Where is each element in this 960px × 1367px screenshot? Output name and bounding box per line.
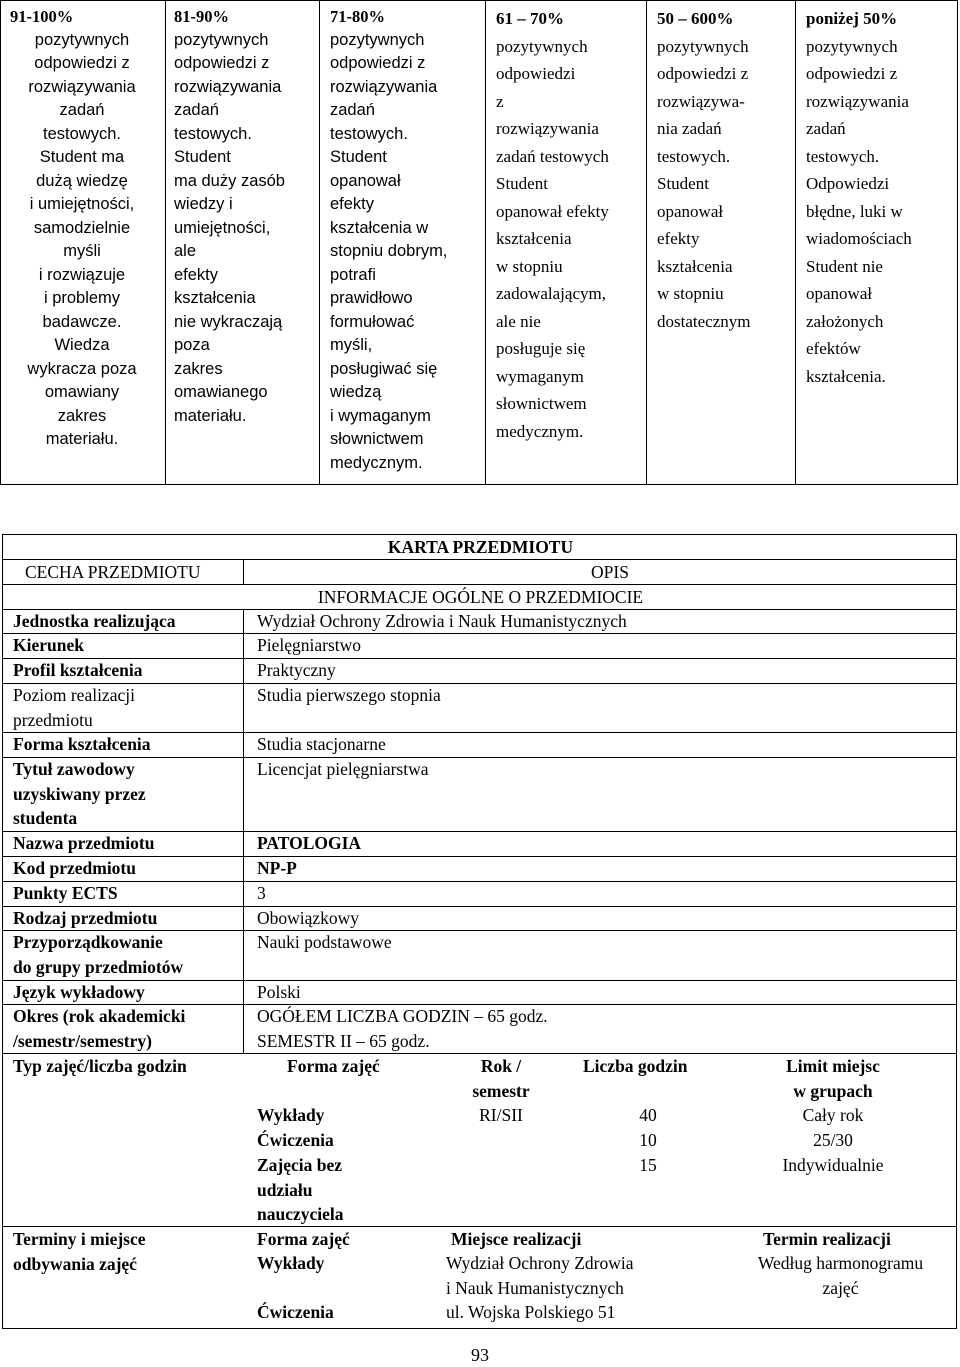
grade-line: zakres xyxy=(174,359,223,378)
grade-cell-61-70 xyxy=(486,1,647,485)
grade-heading: 71-80% xyxy=(330,7,385,26)
grade-line: nia zadań xyxy=(657,119,722,138)
grade-line: odpowiedzi z xyxy=(657,64,749,83)
grade-line: potrafi xyxy=(330,265,376,284)
grade-line: Student xyxy=(657,174,709,193)
grade-line: wiadomościach xyxy=(806,229,912,248)
grade-line: ma duży zasób xyxy=(174,171,285,190)
grade-description xyxy=(806,33,951,391)
grade-line: i rozwiązuje xyxy=(38,265,126,284)
grade-line: stopniu dobrym, xyxy=(330,242,448,260)
grade-description xyxy=(5,29,159,452)
grade-line: zadań xyxy=(59,101,105,119)
terms-header-place: Miejsce realizacji xyxy=(451,1229,582,1249)
row-label: Jednostka realizująca xyxy=(13,611,176,631)
grade-line: omawianego xyxy=(174,383,268,401)
row-value: Obowiązkowy xyxy=(257,908,360,928)
grade-cell-81-90 xyxy=(166,1,320,485)
row-value: PATOLOGIA xyxy=(257,833,362,853)
grade-line: rozwiązywania xyxy=(806,91,909,111)
grade-line: Student xyxy=(174,148,231,166)
row-label: Nazwa przedmiotu xyxy=(13,833,155,853)
grade-line: wykracza poza xyxy=(27,359,137,378)
course-card xyxy=(2,534,957,1329)
hours-header-limit: Limit miejsc w grupach xyxy=(786,1056,880,1101)
grade-line: dużą wiedzę xyxy=(36,171,128,190)
row-label: Kierunek xyxy=(13,635,84,655)
grade-line: i wymaganym xyxy=(330,406,431,425)
grade-line: testowych. xyxy=(174,124,252,143)
grade-line: odpowiedzi z xyxy=(330,54,426,72)
grade-heading: 81-90% xyxy=(174,7,229,26)
row-value: Licencjat pielęgniarstwa xyxy=(257,759,429,779)
grade-description xyxy=(174,29,313,429)
hours-count: 10 xyxy=(639,1130,657,1150)
grade-line: odpowiedzi z xyxy=(34,54,130,72)
grade-description xyxy=(496,33,640,446)
hours-limit: Indywidualnie xyxy=(782,1155,884,1175)
grade-line: poza xyxy=(174,336,210,354)
grade-line: zadań xyxy=(806,119,846,138)
grade-line: wiedzą xyxy=(330,383,382,401)
grade-line: słownictwem xyxy=(496,394,587,413)
grade-cell-50-60 xyxy=(647,1,796,485)
grade-heading: 50 – 600% xyxy=(657,9,734,28)
grade-line: medycznym. xyxy=(496,421,584,441)
grade-line: odpowiedzi z xyxy=(174,54,270,72)
grade-line: Student ma xyxy=(39,148,125,166)
grade-line: wymaganym xyxy=(496,366,584,386)
terms-date: Według harmonogramu zajęć xyxy=(757,1253,924,1298)
grade-line: opanował efekty xyxy=(496,201,609,221)
hours-count: 15 xyxy=(639,1155,657,1175)
grade-line: zadowalającym, xyxy=(496,284,606,303)
row-value: 3 xyxy=(257,883,266,903)
grade-line: w stopniu xyxy=(657,284,724,303)
terms-form-lectures: Wykłady xyxy=(257,1253,325,1273)
grade-line: wiedzy i xyxy=(174,195,233,213)
grading-scale-table xyxy=(0,0,958,485)
grade-line: pozytywnych xyxy=(34,30,130,49)
row-value: Wydział Ochrony Zdrowia i Nauk Humanistycznych xyxy=(257,611,627,631)
grade-line: w stopniu xyxy=(496,256,563,276)
grade-line: myśli xyxy=(63,242,101,260)
terms-form-exercises: Ćwiczenia xyxy=(257,1302,334,1322)
grade-line: Student xyxy=(330,148,387,166)
grade-line: opanował xyxy=(657,201,724,221)
grade-heading: 91-100% xyxy=(10,7,74,26)
grade-line: kształcenia xyxy=(657,256,733,276)
grade-line: odpowiedzi xyxy=(496,64,576,83)
hours-limit: 25/30 xyxy=(813,1130,853,1150)
hours-header-year: Rok / semestr xyxy=(472,1056,530,1101)
row-value: Praktyczny xyxy=(257,660,336,680)
grade-line: efektów xyxy=(806,339,861,358)
grade-line: medycznym. xyxy=(330,453,423,472)
grade-line: posługuje się xyxy=(496,339,586,358)
grade-line: materiału. xyxy=(45,430,119,448)
grade-line: badawcze. xyxy=(42,312,122,331)
row-label: Przyporządkowanie do grupy przedmiotów xyxy=(13,932,184,977)
grade-line: umiejętności, xyxy=(174,218,271,237)
grade-line: błędne, luki w xyxy=(806,201,903,221)
hours-header-form: Forma zajęć xyxy=(287,1056,380,1076)
grade-line: Student nie xyxy=(806,256,883,276)
grade-line: i problemy xyxy=(43,289,121,307)
row-value: Studia stacjonarne xyxy=(257,734,386,754)
grade-description xyxy=(330,29,479,476)
hours-form: Zajęcia bez udziału nauczyciela xyxy=(257,1155,344,1224)
row-label: Tytuł zawodowy uzyskiwany przez studenta xyxy=(13,759,146,828)
grade-line: testowych. xyxy=(806,146,880,166)
row-label: Poziom realizacji przedmiotu xyxy=(13,685,135,730)
row-value: Polski xyxy=(257,982,301,1002)
grade-cell-91-100 xyxy=(1,1,166,485)
grade-line: słownictwem xyxy=(330,430,424,448)
grade-line: zadań xyxy=(174,101,219,119)
grade-line: odpowiedzi z xyxy=(806,64,898,83)
row-label: Język wykładowy xyxy=(13,982,145,1002)
row-label: Kod przedmiotu xyxy=(13,858,136,878)
grade-line: Odpowiedzi xyxy=(806,174,890,193)
hours-form: Wykłady xyxy=(257,1105,325,1125)
grade-line: myśli, xyxy=(330,336,373,354)
row-value: Pielęgniarstwo xyxy=(257,635,362,655)
grade-description xyxy=(657,33,789,336)
row-value: Studia pierwszego stopnia xyxy=(257,685,441,705)
grade-line: pozytywnych xyxy=(806,36,898,56)
grade-line: posługiwać się xyxy=(330,359,438,378)
grade-line: nie wykraczają xyxy=(174,312,283,331)
grade-line: pozytywnych xyxy=(330,30,425,49)
grade-line: kształcenia xyxy=(174,289,256,307)
grade-line: i umiejętności, xyxy=(29,195,135,213)
grade-line: omawiany xyxy=(44,383,120,401)
grade-line: opanował xyxy=(330,171,401,190)
grade-line: testowych. xyxy=(657,146,731,166)
terms-label: Terminy i miejsce odbywania zajęć xyxy=(13,1229,146,1274)
grade-line: Wiedza xyxy=(54,336,110,354)
grade-line: samodzielnie xyxy=(33,218,131,237)
grade-line: z xyxy=(496,91,504,111)
grade-line: rozwiązywania xyxy=(28,77,136,96)
row-label: Profil kształcenia xyxy=(13,660,143,680)
page-number: 93 xyxy=(471,1345,489,1365)
grade-line: pozytywnych xyxy=(496,36,588,56)
grade-line: rozwiązywania xyxy=(174,77,282,96)
hours-form: Ćwiczenia xyxy=(257,1130,334,1150)
grade-line: Student xyxy=(496,174,548,193)
grade-line: zadań xyxy=(330,101,375,119)
terms-header-form: Forma zajęć xyxy=(257,1229,350,1249)
row-value: Nauki podstawowe xyxy=(257,932,392,952)
row-value: OGÓŁEM LICZBA GODZIN – 65 godz. SEMESTR II – 65 godz. xyxy=(257,1006,548,1051)
terms-header-date: Termin realizacji xyxy=(763,1229,891,1249)
grade-line: dostatecznym xyxy=(657,311,751,331)
column-header-feature: CECHA PRZEDMIOTU xyxy=(25,562,201,582)
hours-label: Typ zajęć/liczba godzin xyxy=(13,1056,187,1076)
column-header-description: OPIS xyxy=(591,562,629,582)
grade-line: zadań testowych xyxy=(496,146,609,166)
grade-line: formułować xyxy=(330,312,415,331)
grade-heading: poniżej 50% xyxy=(806,9,898,28)
grade-line: rozwiązywa- xyxy=(657,91,745,111)
grade-line: testowych. xyxy=(330,124,408,143)
grade-line: opanował xyxy=(806,284,873,303)
row-label: Forma kształcenia xyxy=(13,734,151,754)
hours-year: RI/SII xyxy=(479,1105,523,1125)
grade-line: rozwiązywania xyxy=(330,77,438,96)
grade-line: materiału. xyxy=(174,406,247,425)
row-value: NP-P xyxy=(257,858,297,878)
grade-cell-71-80 xyxy=(320,1,486,485)
row-label: Rodzaj przedmiotu xyxy=(13,908,158,928)
section-heading: INFORMACJE OGÓLNE O PRZEDMIOCIE xyxy=(317,587,644,607)
card-title: KARTA PRZEDMIOTU xyxy=(387,537,574,557)
grade-line: prawidłowo xyxy=(330,289,413,307)
grade-line: efekty xyxy=(330,195,375,213)
grade-line: założonych xyxy=(806,311,884,331)
grade-line: efekty xyxy=(657,229,700,248)
hours-count: 40 xyxy=(639,1105,657,1125)
grade-line: kształcenia w xyxy=(330,218,429,237)
grade-line: ale nie xyxy=(496,311,541,331)
hours-limit: Cały rok xyxy=(802,1105,864,1125)
hours-header-hours: Liczba godzin xyxy=(583,1056,688,1076)
grade-line: efekty xyxy=(174,265,219,284)
grade-line: zakres xyxy=(57,406,107,425)
grade-line: kształcenia xyxy=(496,229,572,248)
terms-place: Wydział Ochrony Zdrowia i Nauk Humanistycznych ul. Wojska Polskiego 51 xyxy=(446,1253,634,1322)
grade-line: kształcenia. xyxy=(806,366,886,386)
grade-line: pozytywnych xyxy=(657,36,749,56)
row-label: Punkty ECTS xyxy=(13,883,118,903)
row-label: Okres (rok akademicki /semestr/semestry) xyxy=(13,1006,186,1051)
grade-line: ale xyxy=(174,242,197,260)
grade-line: rozwiązywania xyxy=(496,119,599,138)
grade-line: testowych. xyxy=(43,124,121,143)
grade-cell-below-50 xyxy=(796,1,958,485)
grade-heading: 61 – 70% xyxy=(496,9,564,28)
grade-line: pozytywnych xyxy=(174,30,269,49)
